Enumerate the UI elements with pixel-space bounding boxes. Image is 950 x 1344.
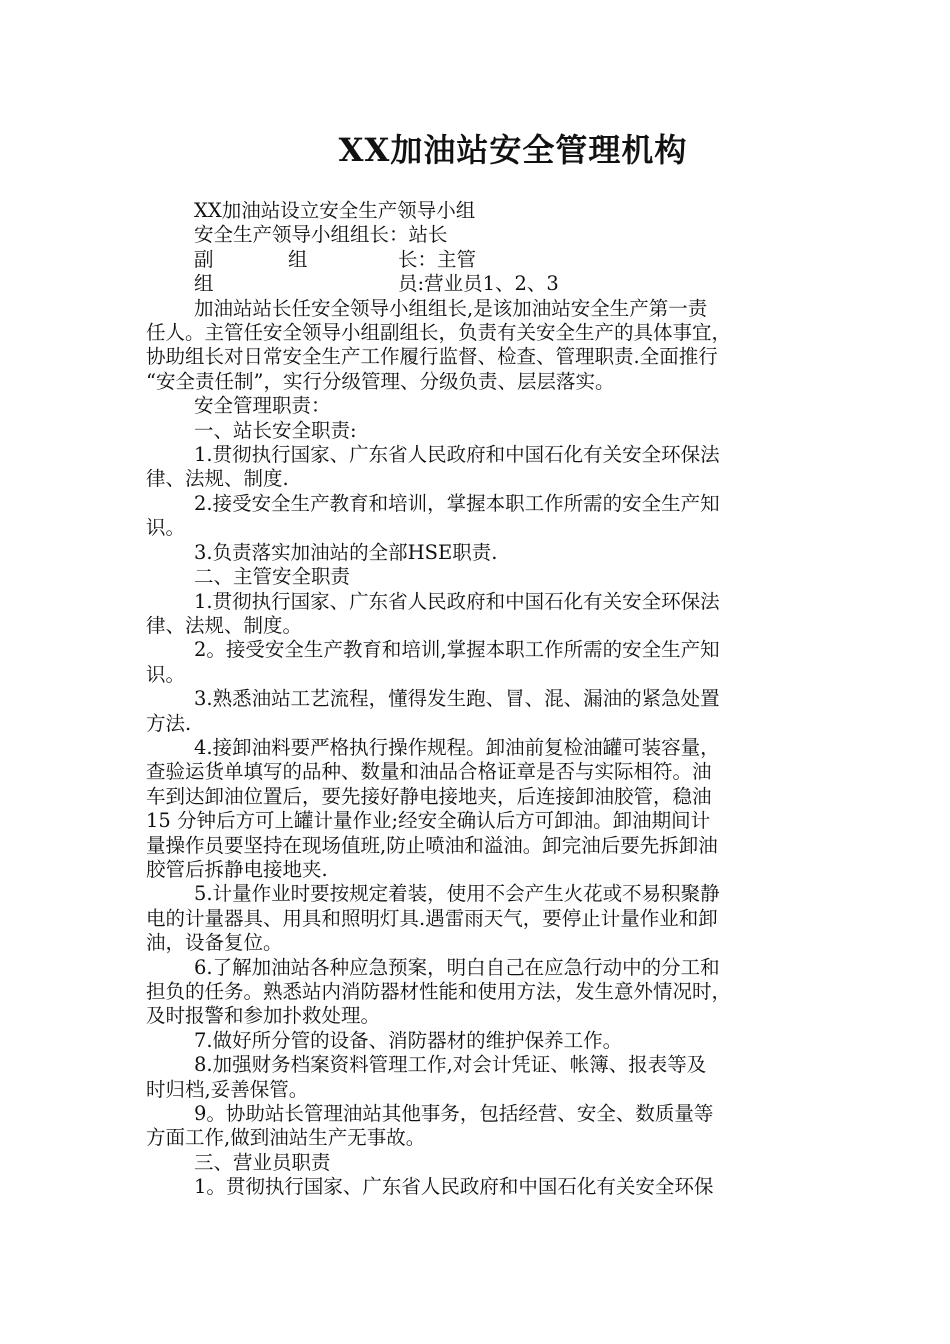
text-line: XX加油站设立安全生产领导小组 xyxy=(194,199,476,222)
text-line: 安全生产领导小组组长：站长 xyxy=(194,223,448,247)
text-line: 2。接受安全生产教育和培训,掌握本职工作所需的安全生产知 xyxy=(194,638,720,662)
section-heading: 安全管理职责： xyxy=(194,394,331,418)
text-line: 9。协助站长管理油站其他事务，包括经营、安全、数质量等 xyxy=(194,1102,714,1126)
text-line: 4.接卸油料要严格执行操作规程。卸油前复检油罐可装容量， xyxy=(194,735,720,759)
text-line: 油，设备复位。 xyxy=(146,931,283,955)
text-line: 1。贯彻执行国家、广东省人民政府和中国石化有关安全环保 xyxy=(194,1175,714,1199)
text-line: 2.接受安全生产教育和培训，掌握本职工作所需的安全生产知 xyxy=(194,491,720,515)
section-heading: 二、主管安全职责 xyxy=(194,565,351,589)
text-line: 3.负责落实加油站的全部HSE职责. xyxy=(194,540,498,564)
text-line: 15 分钟后方可上罐计量作业;经安全确认后方可卸油。卸油期间计 xyxy=(146,809,711,833)
text-line: 胶管后拆静电接地夹. xyxy=(146,857,328,881)
text-line: 5.计量作业时要按规定着装，使用不会产生火花或不易积聚静 xyxy=(194,882,720,906)
text-line: 担负的任务。熟悉站内消防器材性能和使用方法，发生意外情况时， xyxy=(146,980,732,1003)
text-line: 车到达卸油位置后，要先接好静电接地夹，后连接卸油胶管，稳油 xyxy=(146,784,712,808)
text-line: 方面工作,做到油站生产无事故。 xyxy=(146,1126,426,1150)
text-line: 电的计量器具、用具和照明灯具.遇雷雨天气，要停止计量作业和卸 xyxy=(146,906,718,930)
text-line: 查验运货单填写的品种、数量和油品合格证章是否与实际相符。油 xyxy=(146,760,712,784)
section-heading: 一、站长安全职责: xyxy=(194,418,357,442)
member-line xyxy=(146,272,818,296)
section-heading: 三、营业员职责 xyxy=(194,1150,331,1174)
text-line: 量操作员要坚持在现场值班,防止喷油和溢油。卸完油后要先拆卸油 xyxy=(146,833,718,857)
text-line: 及时报警和参加扑救处理。 xyxy=(146,1004,381,1028)
text-line: 7.做好所分管的设备、消防器材的维护保养工作。 xyxy=(194,1028,623,1052)
text-line: 8.加强财务档案资料管理工作,对会计凭证、帐簿、报表等及 xyxy=(194,1053,707,1077)
deputy-char-1: 副 xyxy=(194,247,214,271)
text-line: 时归档,妥善保管。 xyxy=(146,1077,309,1101)
text-line: 律、法规、制度。 xyxy=(146,613,303,637)
text-line: “安全责任制”，实行分级管理、分级负责、层层落实。 xyxy=(146,369,615,393)
text-line: 识。 xyxy=(146,662,186,686)
text-line: 3.熟悉油站工艺流程，懂得发生跑、冒、混、漏油的紧急处置 xyxy=(194,687,720,711)
text-line: 任人。主管任安全领导小组副组长，负责有关安全生产的具体事宜， xyxy=(146,321,732,345)
deputy-rest: 长：主管 xyxy=(398,247,477,271)
member-rest: 员:营业员1、2、3 xyxy=(398,272,559,296)
text-line: 识。 xyxy=(146,516,186,540)
text-line: 加油站站长任安全领导小组组长,是该加油站安全生产第一责 xyxy=(194,296,708,320)
member-char-1: 组 xyxy=(194,272,214,296)
document-body xyxy=(146,199,818,1200)
text-line: 1.贯彻执行国家、广东省人民政府和中国石化有关安全环保法 xyxy=(194,589,720,613)
document-title: XX加油站安全管理机构 xyxy=(338,131,688,169)
deputy-char-2: 组 xyxy=(288,247,308,271)
deputy-leader-line xyxy=(146,248,818,272)
text-line: 6.了解加油站各种应急预案，明白自己在应急行动中的分工和 xyxy=(194,955,720,979)
text-line: 律、法规、制度. xyxy=(146,467,289,491)
text-line: 协助组长对日常安全生产工作履行监督、检查、管理职责.全面推行 xyxy=(146,345,718,369)
text-line: 方法. xyxy=(146,711,192,735)
text-line: 1.贯彻执行国家、广东省人民政府和中国石化有关安全环保法 xyxy=(194,443,720,467)
